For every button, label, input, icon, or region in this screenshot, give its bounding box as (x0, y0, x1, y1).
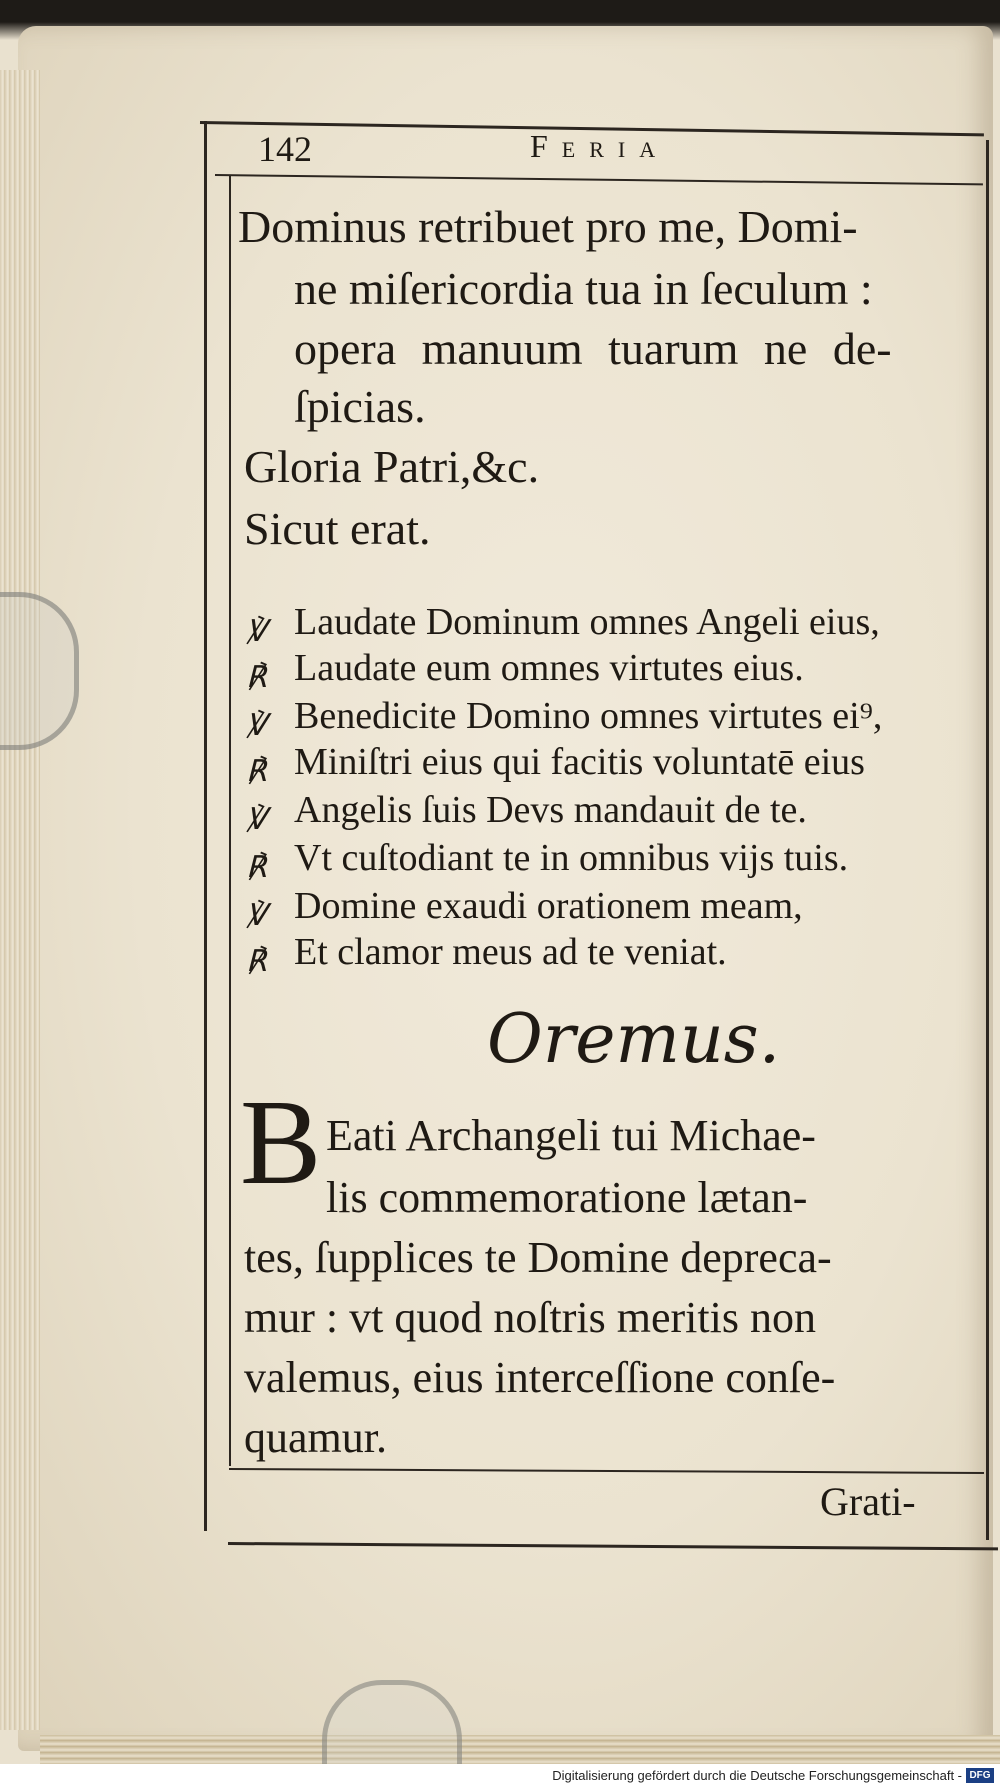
collect-line: tes, ſupplices te Domine depreca- (244, 1233, 832, 1282)
versicle-text: Angelis ſuis Devs mandauit de te. (294, 789, 807, 831)
collect-line: Eati Archangeli tui Michae- (326, 1111, 816, 1160)
response-text: Vt cuſtodiant te in omnibus vijs tuis. (294, 837, 849, 879)
response-symbol: ℟ (246, 755, 267, 788)
frame-rule-left-inner (229, 176, 231, 1466)
page-bottom-edges (40, 1735, 1000, 1765)
page-edges (0, 70, 40, 1730)
response-symbol: ℟ (246, 661, 267, 694)
response-symbol: ℟ (246, 945, 267, 978)
digitization-footer (0, 1764, 1000, 1788)
gloria-line: Gloria Patri,&c. (244, 441, 540, 492)
versicle-symbol: ℣ (246, 899, 267, 932)
running-head: Feria (530, 128, 670, 164)
versicle-symbol: ℣ (246, 803, 267, 836)
versicle-text: Domine exaudi orationem meam, (294, 885, 803, 927)
psalm-line: Dominus retribuet pro me, Domi- (238, 201, 858, 252)
versicle-text: Laudate Dominum omnes Angeli eius, (294, 601, 880, 643)
versicle-symbol: ℣ (246, 709, 267, 742)
collect-line: mur : vt quod noſtris meritis non (244, 1293, 816, 1342)
frame-rule-left-outer (204, 121, 207, 1531)
psalm-line: ne miſericordia tua in ſeculum : (294, 263, 873, 314)
gloria-line: Sicut erat. (244, 503, 431, 554)
dfg-logo: DFG (966, 1768, 994, 1783)
collect-line: quamur. (244, 1413, 387, 1462)
versicle-symbol: ℣ (246, 615, 267, 648)
response-text: Et clamor meus ad te veniat. (294, 931, 727, 973)
collect-line: valemus, eius interceſſione conſe- (244, 1353, 836, 1402)
response-text: Miniſtri eius qui facitis voluntatē eius (294, 741, 865, 783)
page-number: 142 (258, 129, 312, 169)
response-symbol: ℟ (246, 851, 267, 884)
drop-cap: B (240, 1075, 322, 1210)
response-text: Laudate eum omnes virtutes eius. (294, 647, 804, 689)
psalm-line: ſpicias. (294, 381, 426, 432)
versicle-text: Benedicite Domino omnes virtutes ei⁹, (294, 695, 883, 737)
frame-rule-right (986, 140, 989, 1540)
page-clip-bottom (322, 1680, 462, 1775)
catchword: Grati- (820, 1479, 916, 1524)
footer-credit: Digitalisierung gefördert durch die Deutsche Forschungsgemeinschaft - (552, 1768, 962, 1783)
psalm-line: opera manuum tuarum ne de- (294, 323, 892, 374)
oremus-heading: Oremus. (487, 1000, 781, 1079)
collect-line: lis commemoratione lætan- (326, 1173, 808, 1222)
